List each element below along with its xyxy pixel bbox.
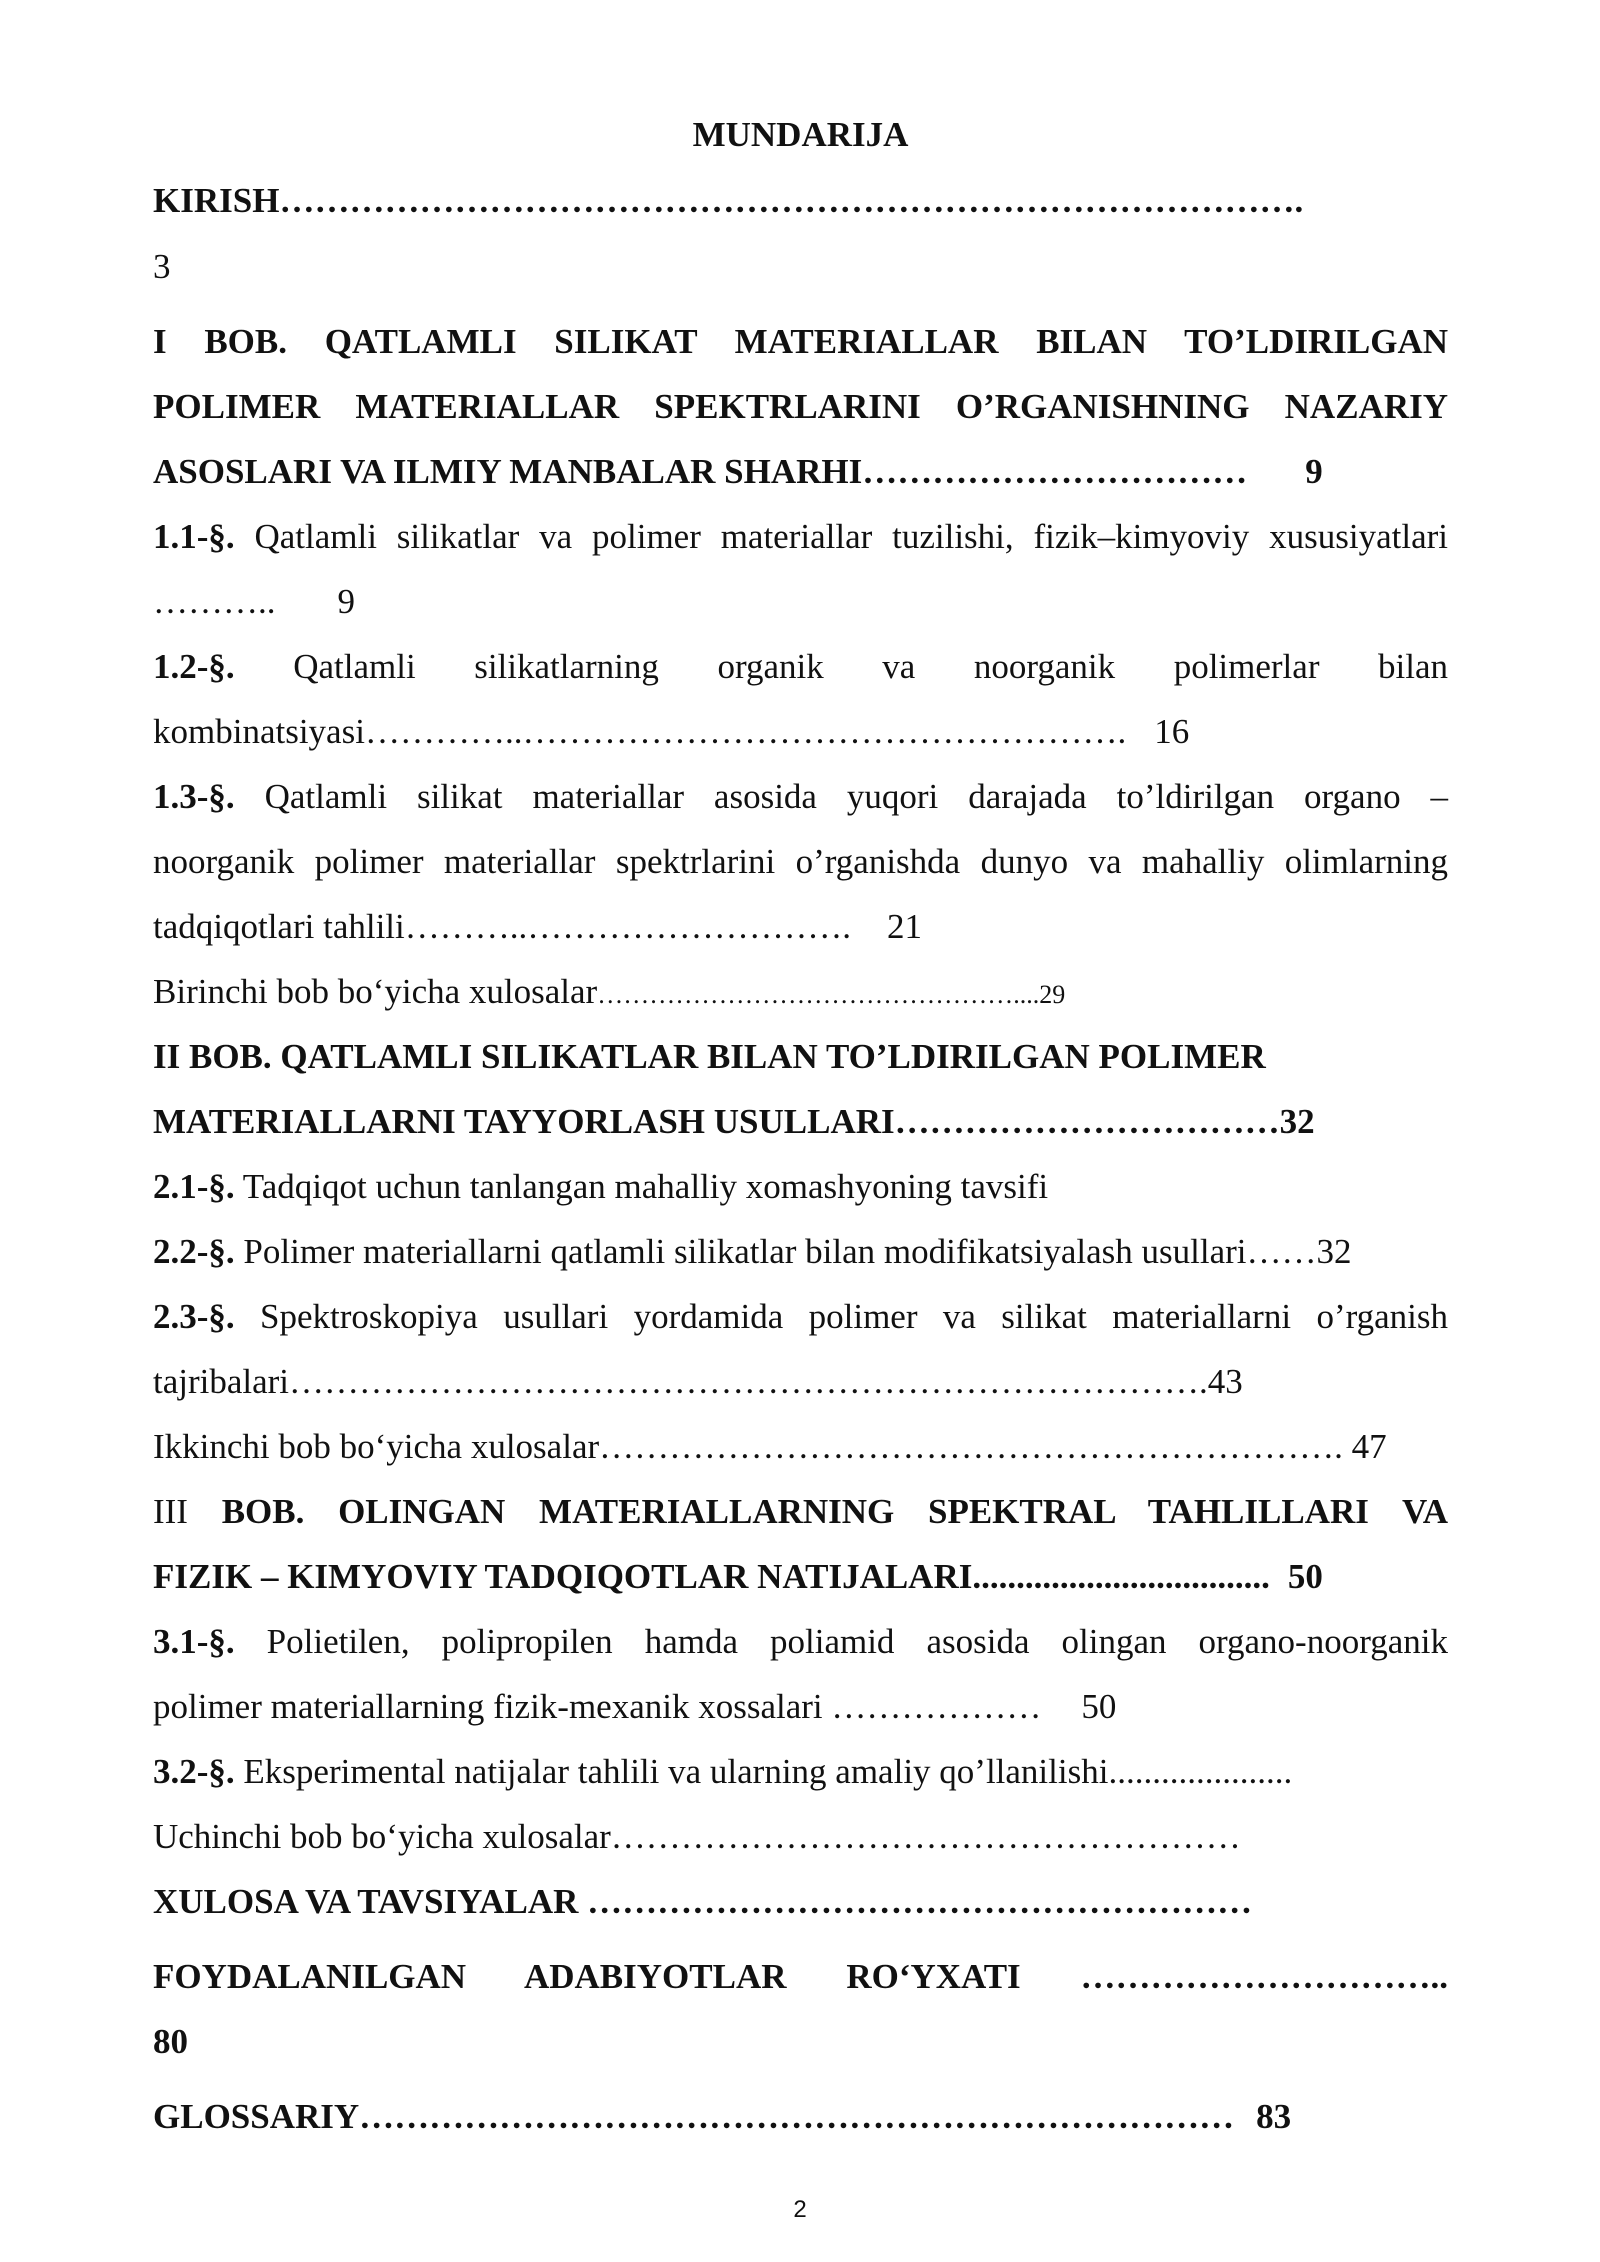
toc-chapter-2-line2: MATERIALLARNI TAYYORLASH USULLARI……………………………32 — [153, 1102, 1315, 1141]
toc-leader: ……………………………………………… — [610, 1817, 1241, 1856]
toc-page: 50 — [1081, 1687, 1117, 1726]
page-title: MUNDARIJA — [692, 115, 909, 154]
toc-section-1-2-line2: kombinatsiyasi…………..……………………………………………. 16 — [153, 712, 1190, 751]
toc-page: 21 — [887, 907, 923, 946]
toc-leader: …………………………… — [894, 1102, 1280, 1141]
toc-leader: …………………………… — [862, 452, 1248, 491]
toc-section-number: 1.2-§. — [153, 647, 235, 686]
toc-page: 83 — [1256, 2097, 1292, 2136]
toc-leader: …………..……………………………………………. — [364, 712, 1127, 751]
toc-conclusion-1: Birinchi bob bo‘yicha xulosalar…………………………………………....29 — [153, 972, 1066, 1011]
toc-leader: ……………… — [831, 1687, 1042, 1726]
toc-section-number: 3.2-§. — [153, 1752, 235, 1791]
toc-conclusion-2: Ikkinchi bob bo‘yicha xulosalar………………………………………………………. 47 — [153, 1427, 1387, 1466]
toc-leader: ………………………………………………………. — [599, 1427, 1343, 1466]
toc-section-number: 1.3-§. — [153, 777, 235, 816]
toc-leader: ………………………………………….... — [597, 980, 1040, 1009]
toc-section-2-3: 2.3-§. Spektroskopiya usullari yordamida polimer va silikat materiallarni o’rganish — [153, 1297, 1448, 1336]
toc-page: 29 — [1039, 980, 1066, 1009]
toc-section-1-3-line2: noorganik polimer materiallar spektrlarini o’rganishda dunyo va mahalliy olimlarning — [153, 842, 1448, 881]
toc-page: 32 — [1316, 1232, 1352, 1271]
toc-section-2-1: 2.1-§. Tadqiqot uchun tanlangan mahalliy xomashyoning tavsifi — [153, 1167, 1049, 1206]
toc-page: 9 — [1305, 452, 1323, 491]
toc-section-1-1-page — [153, 582, 1448, 622]
toc-section-number: 3.1-§. — [153, 1622, 235, 1661]
toc-section-3-2: 3.2-§. Eksperimental natijalar tahlili va ularning amaliy qo’llanilishi..................... — [153, 1752, 1293, 1791]
toc-conclusion-3: Uchinchi bob bo‘yicha xulosalar……………………………………………… — [153, 1817, 1241, 1856]
toc-entry-references: FOYDALANILGAN ADABIYOTLAR RO‘YXATI ………………………….. — [153, 1957, 1448, 1996]
toc-section-number: 2.2-§. — [153, 1232, 235, 1271]
toc-entry-glossary: GLOSSARIY………………………………………………………………… 83 — [153, 2097, 1292, 2136]
toc-leader: ..................... — [1108, 1752, 1293, 1791]
toc-page: 50 — [1287, 1557, 1323, 1596]
toc-page-kirish: 3 — [153, 247, 171, 286]
toc-page: 43 — [1207, 1362, 1243, 1401]
toc-leader: .................................. — [972, 1557, 1270, 1596]
toc-section-number: 2.1-§. — [153, 1167, 235, 1206]
toc-entry-xulosa: XULOSA VA TAVSIYALAR ………………………………………………… — [153, 1882, 1253, 1921]
toc-chapter-1-line3: ASOSLARI VA ILMIY MANBALAR SHARHI…………………………… 9 — [153, 452, 1323, 491]
toc-section-number: 1.1-§. — [153, 517, 235, 556]
toc-entry-kirish — [153, 181, 1448, 221]
toc-section-number: 2.3-§. — [153, 1297, 235, 1336]
toc-section-1-2: 1.2-§. Qatlamli silikatlarning organik va noorganik polimerlar bilan — [153, 647, 1448, 686]
toc-page: 16 — [1154, 712, 1190, 751]
toc-section-2-2: 2.2-§. Polimer materiallarni qatlamli silikatlar bilan modifikatsiyalash usullari……32 — [153, 1232, 1352, 1271]
toc-section-3-1-line2: polimer materiallarning fizik-mexanik xossalari ……………… 50 — [153, 1687, 1117, 1726]
toc-leader: ………………………….. — [1080, 1957, 1448, 1996]
toc-chapter-1-line1: I BOB. QATLAMLI SILIKAT MATERIALLAR BILAN TO’LDIRILGAN — [153, 322, 1448, 361]
toc-leader: ………………………………………………………………… — [359, 2097, 1235, 2136]
toc-section-1-3-line3: tadqiqotlari tahlili………..………………………. 21 — [153, 907, 923, 946]
toc-leader: ………………………………………………… — [587, 1882, 1253, 1921]
toc-page: 47 — [1351, 1427, 1387, 1466]
toc-page: 9 — [337, 582, 355, 621]
toc-chapter-3-line1: III BOB. OLINGAN MATERIALLARNING SPEKTRAL TAHLILLARI VA — [153, 1492, 1449, 1531]
toc-leader: ……….. — [153, 582, 276, 621]
toc-section-1-1: 1.1-§. Qatlamli silikatlar va polimer materiallar tuzilishi, fizik–kimyoviy xususiyatlari — [153, 517, 1448, 556]
toc-label: KIRISH — [153, 181, 280, 220]
toc-leader: ……………………………………………………………………. — [289, 1362, 1208, 1401]
toc-leader: …… — [1246, 1232, 1317, 1271]
toc-leader: ………..………………………. — [404, 907, 852, 946]
toc-page: 32 — [1279, 1102, 1315, 1141]
toc-leader: ……………………………………………………………………………. — [279, 181, 1304, 220]
toc-section-1-3: 1.3-§. Qatlamli silikat materiallar asosida yuqori darajada to’ldirilgan organo – — [153, 777, 1448, 816]
toc-chapter-3-line2: FIZIK – KIMYOVIY TADQIQOTLAR NATIJALARI.................................. 50 — [153, 1557, 1323, 1596]
toc-section-2-3-line2: tajribalari…………………………………………………………………….43 — [153, 1362, 1243, 1401]
toc-chapter-1-line2: POLIMER MATERIALLAR SPEKTRLARINI O’RGANISHNING NAZARIY — [153, 387, 1448, 426]
page-number: 2 — [793, 2196, 807, 2223]
toc-chapter-2-line1: II BOB. QATLAMLI SILIKATLAR BILAN TO’LDIRILGAN POLIMER — [153, 1037, 1266, 1076]
toc-section-3-1: 3.1-§. Polietilen, polipropilen hamda poliamid asosida olingan organo-noorganik — [153, 1622, 1448, 1661]
toc-page-references: 80 — [153, 2022, 188, 2061]
